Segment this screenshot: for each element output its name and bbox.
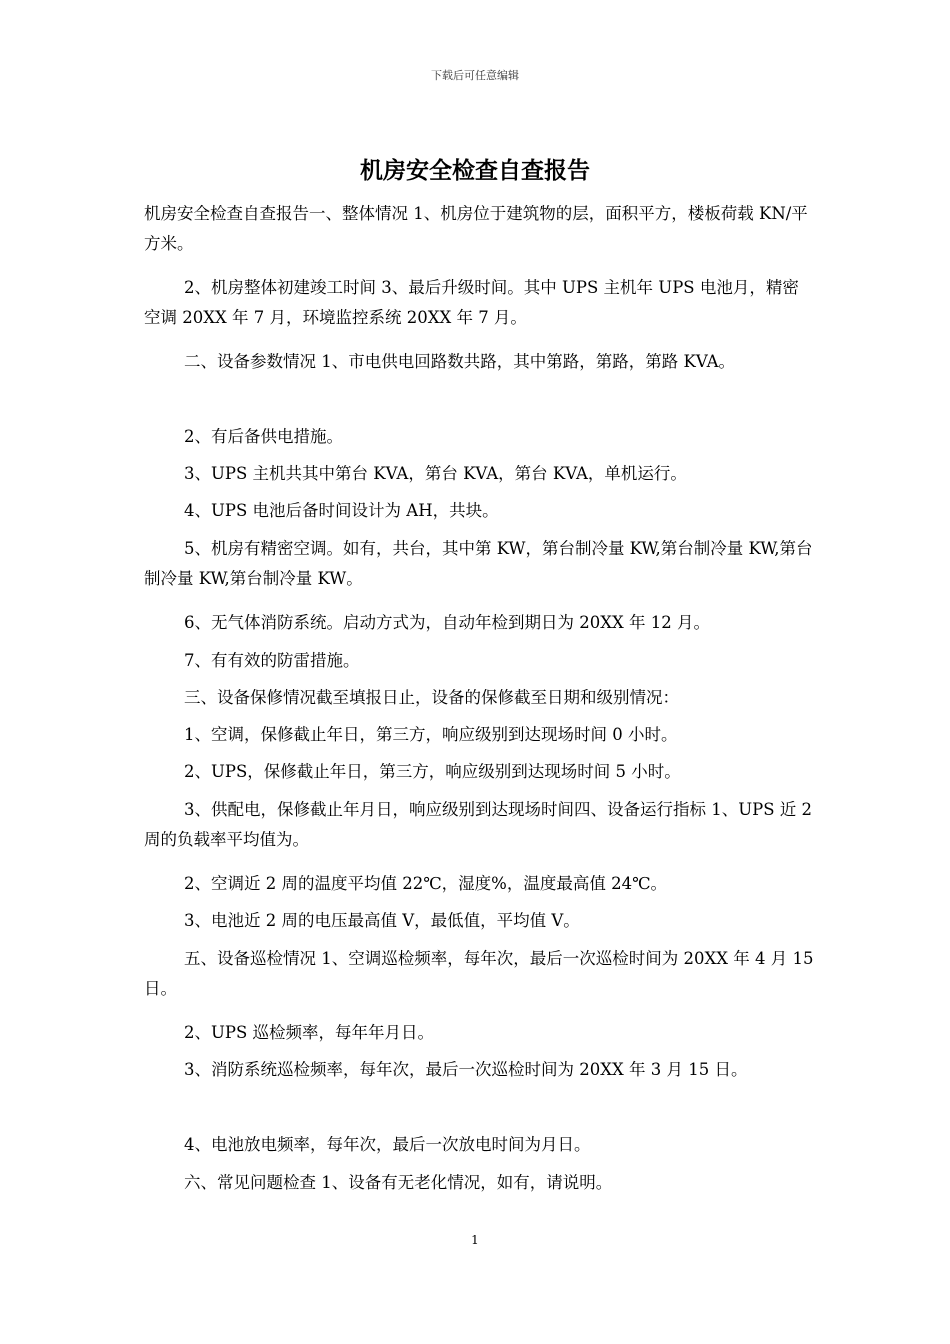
paragraph-18-text: 3、消防系统巡检频率，每年次，最后一次巡检时间为 20XX 年 3 月 15 日。 xyxy=(184,1060,748,1079)
paragraph-2 xyxy=(144,273,814,333)
paragraph-3-text: 二、设备参数情况 1、市电供电回路数共路，其中第路，第路，第路 KVA。 xyxy=(184,352,736,371)
paragraph-12 xyxy=(144,757,814,787)
paragraph-19-text: 4、电池放电频率，每年次，最后一次放电时间为月日。 xyxy=(184,1135,591,1154)
paragraph-19 xyxy=(144,1130,814,1160)
page-number: 1 xyxy=(471,1233,479,1247)
paragraph-3 xyxy=(144,347,814,377)
paragraph-4-text: 2、有后备供电措施。 xyxy=(184,427,343,446)
paragraph-13-text: 3、供配电，保修截止年月日，响应级别到达现场时间四、设备运行指标 1、UPS 近 2 周的负载率平均值为。 xyxy=(144,800,813,849)
paragraph-16 xyxy=(144,944,814,1004)
paragraph-2-text: 2、机房整体初建竣工时间 3、最后升级时间。其中 UPS 主机年 UPS 电池月，精密空调 20XX 年 7 月，环境监控系统 20XX 年 7 月。 xyxy=(144,278,799,327)
paragraph-17-text: 2、UPS 巡检频率，每年年月日。 xyxy=(184,1023,435,1042)
paragraph-12-text: 2、UPS，保修截止年日，第三方，响应级别到达现场时间 5 小时。 xyxy=(184,762,681,781)
paragraph-15 xyxy=(144,906,814,936)
paragraph-8-text: 6、无气体消防系统。启动方式为，自动年检到期日为 20XX 年 12 月。 xyxy=(184,613,710,632)
paragraph-14 xyxy=(144,869,814,899)
paragraph-14-text: 2、空调近 2 周的温度平均值 22℃，湿度%，温度最高值 24℃。 xyxy=(184,874,668,893)
paragraph-8 xyxy=(144,608,814,638)
paragraph-11 xyxy=(144,720,814,750)
paragraph-9 xyxy=(144,646,814,676)
paragraph-11-text: 1、空调，保修截止年日，第三方，响应级别到达现场时间 0 小时。 xyxy=(184,725,678,744)
paragraph-4 xyxy=(144,422,814,452)
paragraph-7 xyxy=(144,534,814,594)
paragraph-6 xyxy=(144,496,814,526)
paragraph-13 xyxy=(144,795,814,855)
paragraph-1-text: 机房安全检查自查报告一、整体情况 1、机房位于建筑物的层，面积平方，楼板荷载 KN/平方米。 xyxy=(144,204,808,253)
header-note: 下载后可任意编辑 xyxy=(431,69,519,82)
paragraph-18 xyxy=(144,1055,814,1085)
paragraph-1 xyxy=(144,199,814,259)
paragraph-7-text: 5、机房有精密空调。如有，共台，其中第 KW，第台制冷量 KW,第台制冷量 KW,第台制冷量 KW,第台制冷量 KW。 xyxy=(144,539,813,588)
paragraph-20 xyxy=(144,1168,814,1198)
paragraph-5 xyxy=(144,459,814,489)
paragraph-20-text: 六、常见问题检查 1、设备有无老化情况，如有，请说明。 xyxy=(184,1173,613,1192)
paragraph-6-text: 4、UPS 电池后备时间设计为 AH，共块。 xyxy=(184,501,499,520)
paragraph-10 xyxy=(144,683,814,713)
paragraph-10-text: 三、设备保修情况截至填报日止，设备的保修截至日期和级别情况： xyxy=(184,688,679,707)
paragraph-9-text: 7、有有效的防雷措施。 xyxy=(184,651,360,670)
paragraph-5-text: 3、UPS 主机共其中第台 KVA，第台 KVA，第台 KVA，单机运行。 xyxy=(184,464,687,483)
paragraph-16-text: 五、设备巡检情况 1、空调巡检频率，每年次，最后一次巡检时间为 20XX 年 4 月 15 日。 xyxy=(144,949,814,998)
document-title: 机房安全检查自查报告 xyxy=(360,158,590,184)
paragraph-17 xyxy=(144,1018,814,1048)
paragraph-15-text: 3、电池近 2 周的电压最高值 V，最低值，平均值 V。 xyxy=(184,911,580,930)
